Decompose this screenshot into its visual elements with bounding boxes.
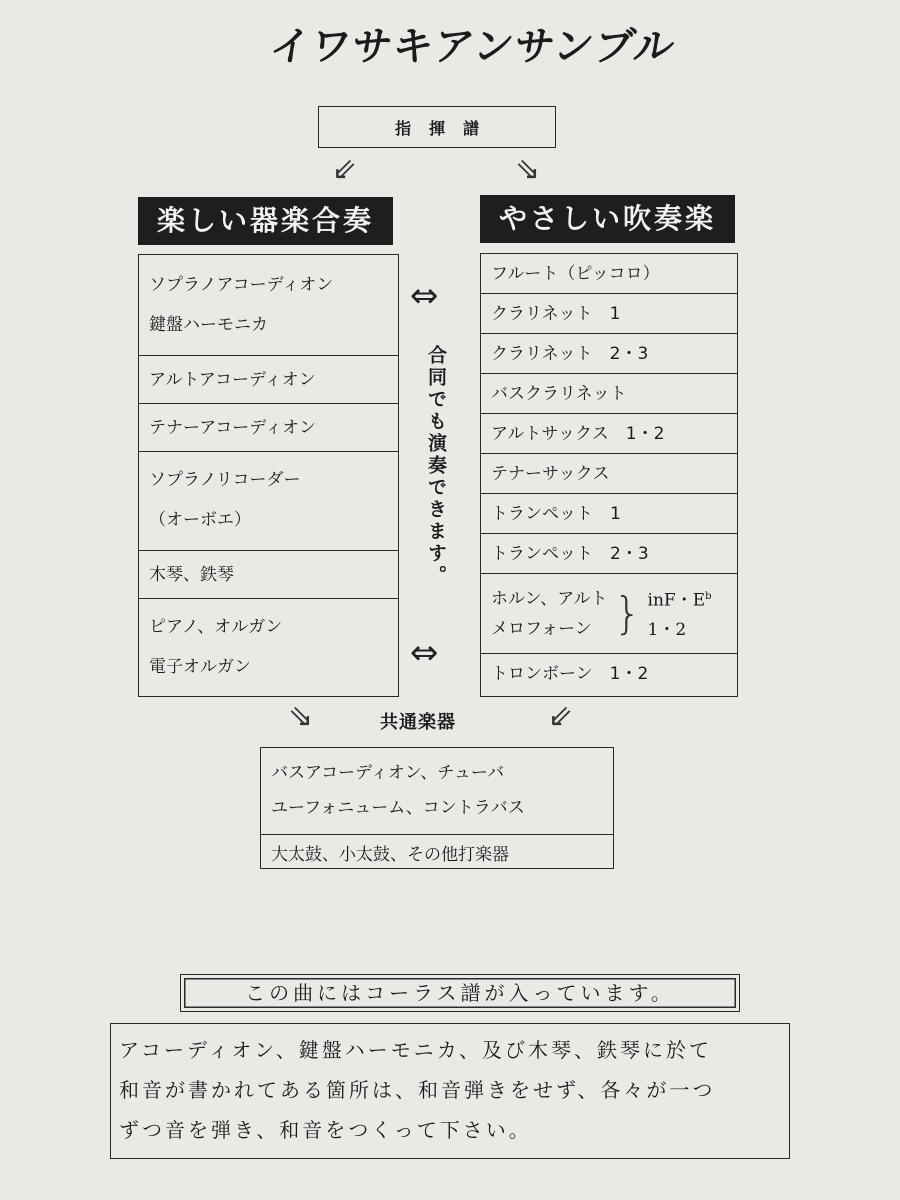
instrument-label: トランペット 1 <box>491 504 621 524</box>
instrument-label: クラリネット 2・3 <box>491 344 649 364</box>
list-item <box>481 334 737 374</box>
instrument-label: ソプラノリコーダー <box>149 470 301 490</box>
instrument-label: ホルン、アルト <box>491 588 608 609</box>
right-instrument-list <box>480 253 738 697</box>
list-item <box>139 599 398 695</box>
instrument-label: トランペット 2・3 <box>491 544 649 564</box>
instrument-label: ピアノ、オルガン <box>149 617 283 637</box>
arrow-down-left-icon: ⇙ <box>548 699 574 734</box>
instruction-line: 和音が書かれてある箇所は、和音弾きをせず、各々が一つ <box>119 1078 716 1102</box>
double-arrow-icon: ⇔ <box>410 276 439 316</box>
arrow-down-right-icon: ⇘ <box>288 699 314 734</box>
instruction-line: アコーディオン、鍵盤ハーモニカ、及び木琴、鉄琴に於て <box>119 1038 712 1062</box>
list-item <box>139 255 398 356</box>
performance-instruction <box>110 1023 790 1159</box>
horn-part-numbers: 1・2 <box>647 620 687 641</box>
list-item <box>481 414 737 454</box>
list-item <box>481 294 737 334</box>
right-heading: やさしい吹奏楽 <box>480 195 735 243</box>
double-arrow-icon: ⇔ <box>410 633 439 673</box>
list-item <box>139 551 398 599</box>
instrument-label: 電子オルガン <box>149 657 251 677</box>
arrow-down-right-icon: ⇘ <box>515 152 541 187</box>
list-item <box>481 494 737 534</box>
list-item <box>481 374 737 414</box>
conductor-score-box: 指揮譜 <box>318 106 556 148</box>
joint-performance-note: 合同でも演奏できます。 <box>425 345 447 587</box>
instrument-label: バスクラリネット <box>491 384 627 404</box>
instrument-label: 木琴、鉄琴 <box>149 565 234 585</box>
brace-icon: } <box>613 587 642 639</box>
common-instruments-label: 共通楽器 <box>380 712 456 733</box>
instrument-label: （オーボエ） <box>149 510 251 530</box>
list-item <box>261 748 613 835</box>
list-item <box>139 404 398 452</box>
instrument-label: バスアコーディオン、チューバ <box>271 763 505 783</box>
instrument-label: テナーサックス <box>491 464 610 484</box>
horn-key: inF・E <box>647 590 706 611</box>
instrument-label: 鍵盤ハーモニカ <box>149 315 268 335</box>
list-item <box>481 574 737 654</box>
instrument-label: アルトサックス 1・2 <box>491 424 665 444</box>
left-instrument-list <box>138 254 399 697</box>
instrument-label: テナーアコーディオン <box>149 418 316 438</box>
common-instrument-box <box>260 747 614 869</box>
left-heading: 楽しい器楽合奏 <box>138 197 393 245</box>
list-item <box>261 835 613 875</box>
chorus-score-note: この曲にはコーラス譜が入っています。 <box>180 974 740 1012</box>
instrument-label: トロンボーン 1・2 <box>491 664 649 684</box>
list-item <box>481 654 737 694</box>
instrument-label: メロフォーン <box>491 618 592 639</box>
instrument-label: ユーフォニューム、コントラバス <box>271 798 525 818</box>
list-item <box>139 452 398 551</box>
instrument-label: アルトアコーディオン <box>149 370 316 390</box>
flat-sign: b <box>705 590 712 602</box>
list-item <box>481 454 737 494</box>
instrument-label: フルート（ピッコロ） <box>491 264 660 284</box>
instrument-label: 大太鼓、小太鼓、その他打楽器 <box>271 845 509 865</box>
arrow-down-left-icon: ⇙ <box>332 152 358 187</box>
list-item <box>481 534 737 574</box>
list-item <box>139 356 398 404</box>
instrument-label: ソプラノアコーディオン <box>149 275 334 295</box>
instrument-label: クラリネット 1 <box>491 304 621 324</box>
brand-title: イワサキアンサンブル <box>266 24 679 70</box>
list-item <box>481 254 737 294</box>
instruction-line: ずつ音を弾き、和音をつくって下さい。 <box>119 1118 532 1142</box>
